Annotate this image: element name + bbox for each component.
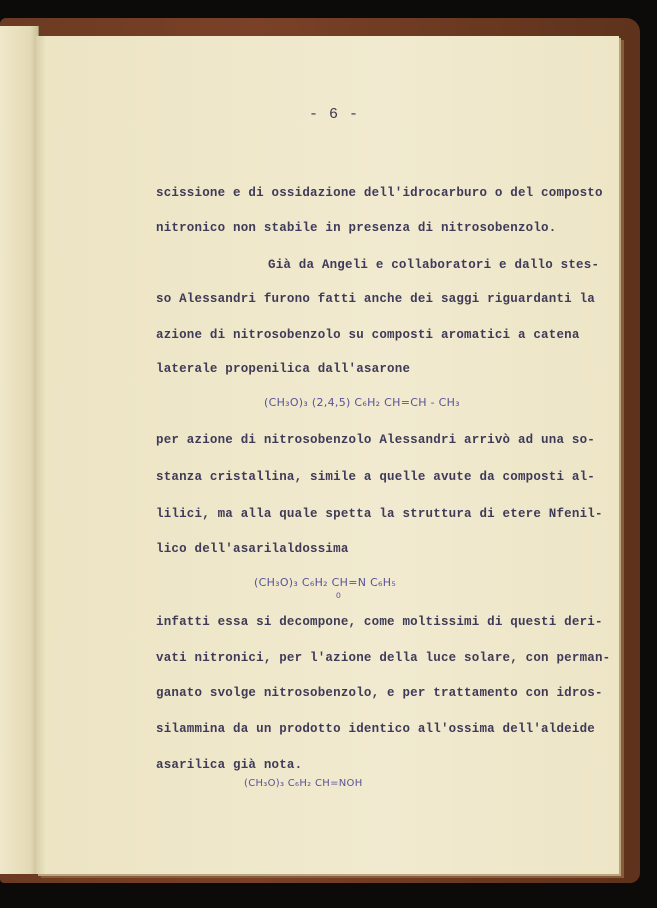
page-number: - 6 - bbox=[308, 106, 359, 123]
text-line: scissione e di ossidazione dell'idrocarburo o del composto bbox=[156, 186, 603, 200]
text-line: lico dell'asarilaldossima bbox=[156, 542, 349, 556]
text-line: so Alessandri furono fatti anche dei saggi riguardanti la bbox=[156, 292, 595, 306]
handwritten-formula-oxygen: O bbox=[336, 592, 341, 601]
document-page bbox=[36, 36, 619, 874]
text-line: azione di nitrosobenzolo su composti aromatici a catena bbox=[156, 328, 580, 342]
text-line: ganato svolge nitrosobenzolo, e per trattamento con idros- bbox=[156, 686, 603, 700]
text-line: nitronico non stabile in presenza di nitrosobenzolo. bbox=[156, 221, 557, 235]
text-line: asarilica già nota. bbox=[156, 758, 303, 772]
text-line: vati nitronici, per l'azione della luce solare, con perman- bbox=[156, 651, 611, 665]
text-line: silammina da un prodotto identico all'ossima dell'aldeide bbox=[156, 722, 595, 736]
text-line: Già da Angeli e collaboratori e dallo stes- bbox=[268, 258, 600, 272]
handwritten-formula-etere: (CH₃O)₃ C₆H₂ CH=N C₆H₅ bbox=[254, 576, 397, 589]
text-line: lilici, ma alla quale spetta la struttura di etere Nfenil- bbox=[156, 507, 603, 521]
handwritten-formula-asarone: (CH₃O)₃ (2,4,5) C₆H₂ CH=CH - CH₃ bbox=[264, 396, 460, 409]
handwritten-formula-ossima: (CH₃O)₃ C₆H₂ CH=NOH bbox=[244, 778, 363, 789]
text-line: laterale propenilica dall'asarone bbox=[156, 362, 411, 376]
text-line: per azione di nitrosobenzolo Alessandri arrivò ad una so- bbox=[156, 433, 595, 447]
text-line: infatti essa si decompone, come moltissimi di questi deri- bbox=[156, 615, 603, 629]
left-page-edge bbox=[0, 26, 39, 874]
text-line: stanza cristallina, simile a quelle avute da composti al- bbox=[156, 470, 595, 484]
